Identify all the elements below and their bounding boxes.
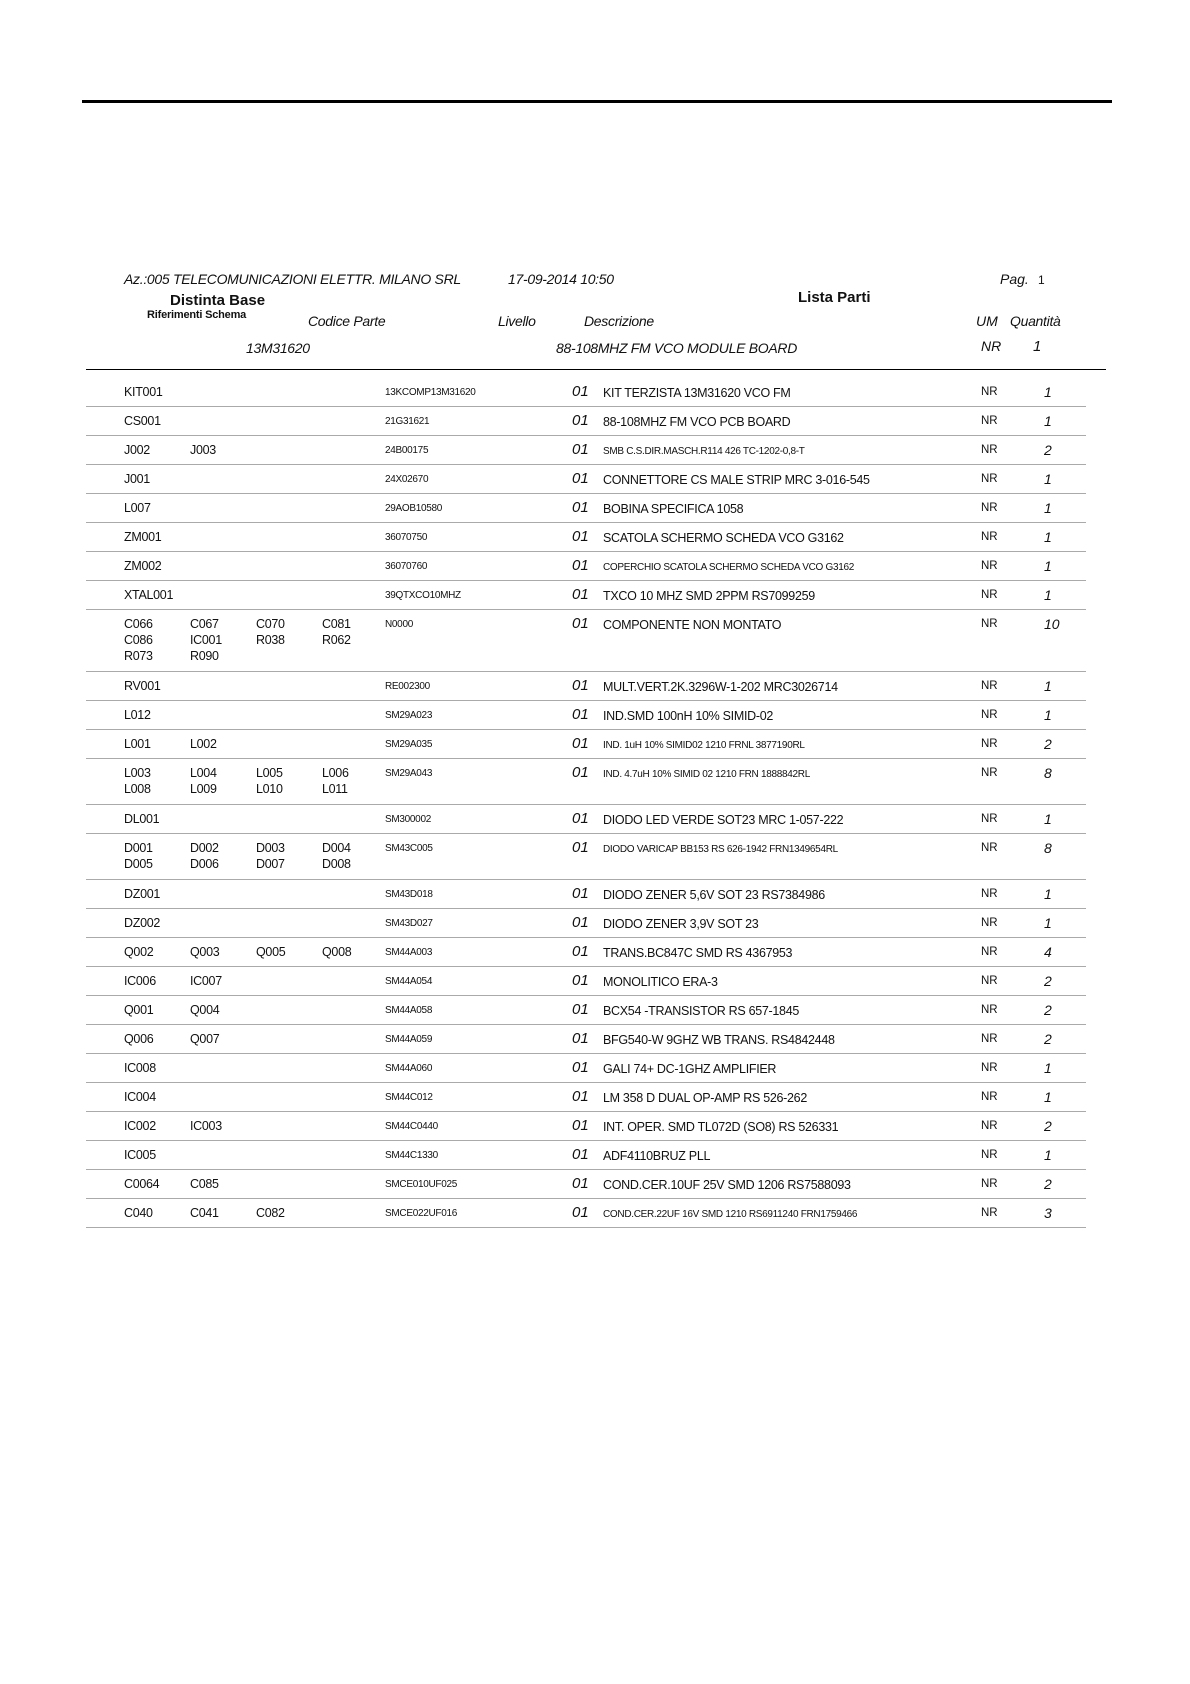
schema-ref: C041 — [190, 1206, 219, 1220]
schema-references — [124, 766, 389, 797]
schema-ref: C081 — [322, 617, 351, 631]
quantity: 2 — [1044, 736, 1052, 752]
table-row — [86, 407, 1086, 436]
description: TRANS.BC847C SMD RS 4367953 — [603, 946, 793, 960]
part-code: SM43D018 — [385, 889, 433, 900]
level: 01 — [572, 839, 589, 856]
schema-references — [124, 974, 389, 989]
table-row — [86, 465, 1086, 494]
quantity: 1 — [1044, 915, 1052, 931]
schema-references — [124, 1032, 389, 1047]
page-label: Pag. — [1000, 271, 1029, 287]
part-code: SM43C005 — [385, 843, 433, 854]
description: DIODO ZENER 3,9V SOT 23 — [603, 917, 759, 931]
description: SCATOLA SCHERMO SCHEDA VCO G3162 — [603, 531, 844, 545]
schema-ref: Q006 — [124, 1032, 154, 1046]
schema-references — [124, 588, 389, 603]
schema-references — [124, 737, 389, 752]
level: 01 — [572, 1030, 589, 1047]
level: 01 — [572, 412, 589, 429]
schema-ref: C082 — [256, 1206, 285, 1220]
schema-ref: IC002 — [124, 1119, 156, 1133]
schema-ref: D007 — [256, 857, 285, 871]
level: 01 — [572, 1001, 589, 1018]
schema-ref: L009 — [190, 782, 217, 796]
part-code: SM300002 — [385, 814, 431, 825]
schema-references — [124, 812, 389, 827]
description: CONNETTORE CS MALE STRIP MRC 3-016-545 — [603, 473, 870, 487]
schema-references — [124, 1206, 389, 1221]
schema-ref: L007 — [124, 501, 151, 515]
unit-of-measure: NR — [981, 1004, 998, 1016]
schema-ref: J003 — [190, 443, 216, 457]
level: 01 — [572, 557, 589, 574]
description: COPERCHIO SCATOLA SCHERMO SCHEDA VCO G3162 — [603, 562, 854, 573]
level: 01 — [572, 1117, 589, 1134]
table-row — [86, 701, 1086, 730]
unit-of-measure: NR — [981, 813, 998, 825]
schema-references — [124, 916, 389, 931]
schema-ref: DL001 — [124, 812, 160, 826]
part-code: SM44A054 — [385, 976, 433, 987]
schema-references — [124, 945, 389, 960]
schema-ref: C085 — [190, 1177, 219, 1191]
part-code: SM29A023 — [385, 710, 433, 721]
quantity: 1 — [1044, 678, 1052, 694]
board-qty: 1 — [1033, 338, 1042, 355]
schema-references — [124, 1090, 389, 1105]
top-rule — [82, 100, 1112, 103]
part-code: SMCE022UF016 — [385, 1208, 457, 1219]
schema-ref: D006 — [190, 857, 219, 871]
description: KIT TERZISTA 13M31620 VCO FM — [603, 386, 791, 400]
level: 01 — [572, 677, 589, 694]
schema-ref: L010 — [256, 782, 283, 796]
table-row — [86, 996, 1086, 1025]
unit-of-measure: NR — [981, 917, 998, 929]
table-row — [86, 1025, 1086, 1054]
part-code: SM44C0440 — [385, 1121, 438, 1132]
description: IND. 1uH 10% SIMID02 1210 FRNL 3877190RL — [603, 740, 805, 751]
table-row — [86, 523, 1086, 552]
description: IND. 4.7uH 10% SIMID 02 1210 FRN 1888842RL — [603, 769, 810, 780]
schema-ref: L011 — [322, 782, 348, 796]
quantity: 8 — [1044, 840, 1052, 856]
schema-ref: IC005 — [124, 1148, 156, 1162]
schema-ref: C086 — [124, 633, 153, 647]
schema-ref: IC007 — [190, 974, 222, 988]
table-row — [86, 1054, 1086, 1083]
unit-of-measure: NR — [981, 502, 998, 514]
unit-of-measure: NR — [981, 1062, 998, 1074]
schema-references — [124, 530, 389, 545]
part-code: 21G31621 — [385, 416, 430, 427]
description: 88-108MHZ FM VCO PCB BOARD — [603, 415, 791, 429]
board-description: 88-108MHZ FM VCO MODULE BOARD — [556, 340, 798, 356]
unit-of-measure: NR — [981, 709, 998, 721]
table-row — [86, 938, 1086, 967]
schema-ref: RV001 — [124, 679, 161, 693]
description: LM 358 D DUAL OP-AMP RS 526-262 — [603, 1091, 807, 1105]
unit-of-measure: NR — [981, 1120, 998, 1132]
schema-ref: D001 — [124, 841, 153, 855]
description: BFG540-W 9GHZ WB TRANS. RS4842448 — [603, 1033, 835, 1047]
description: COND.CER.10UF 25V SMD 1206 RS7588093 — [603, 1178, 851, 1192]
part-code: RE002300 — [385, 681, 430, 692]
unit-of-measure: NR — [981, 560, 998, 572]
col-desc-header: Descrizione — [584, 313, 654, 329]
table-row — [86, 759, 1086, 805]
schema-ref: D005 — [124, 857, 153, 871]
quantity: 1 — [1044, 500, 1052, 516]
quantity: 2 — [1044, 442, 1052, 458]
level: 01 — [572, 810, 589, 827]
schema-references — [124, 1061, 389, 1076]
table-row — [86, 909, 1086, 938]
quantity: 3 — [1044, 1205, 1052, 1221]
schema-ref: ZM002 — [124, 559, 162, 573]
schema-ref: Q003 — [190, 945, 220, 959]
part-code: 36070750 — [385, 532, 428, 543]
part-code: SM29A043 — [385, 768, 433, 779]
description: ADF4110BRUZ PLL — [603, 1149, 711, 1163]
schema-ref: Q001 — [124, 1003, 154, 1017]
quantity: 4 — [1044, 944, 1052, 960]
part-code: 24X02670 — [385, 474, 429, 485]
quantity: 2 — [1044, 1031, 1052, 1047]
quantity: 1 — [1044, 1147, 1052, 1163]
part-code: 36070760 — [385, 561, 428, 572]
schema-ref: L002 — [190, 737, 217, 751]
quantity: 2 — [1044, 1176, 1052, 1192]
description: COND.CER.22UF 16V SMD 1210 RS6911240 FRN1759466 — [603, 1209, 858, 1220]
table-row — [86, 581, 1086, 610]
table-row — [86, 672, 1086, 701]
table-row — [86, 436, 1086, 465]
part-code: SM43D027 — [385, 918, 433, 929]
description: BOBINA SPECIFICA 1058 — [603, 502, 744, 516]
schema-ref: J001 — [124, 472, 150, 486]
level: 01 — [572, 764, 589, 781]
unit-of-measure: NR — [981, 946, 998, 958]
description: IND.SMD 100nH 10% SIMID-02 — [603, 709, 774, 723]
unit-of-measure: NR — [981, 589, 998, 601]
part-code: 29AOB10580 — [385, 503, 443, 514]
schema-ref: D003 — [256, 841, 285, 855]
level: 01 — [572, 1175, 589, 1192]
col-um-header: UM — [976, 313, 998, 329]
table-row — [86, 1199, 1086, 1228]
unit-of-measure: NR — [981, 842, 998, 854]
doc-type: Distinta Base — [170, 292, 266, 309]
level: 01 — [572, 885, 589, 902]
list-title: Lista Parti — [798, 289, 871, 306]
description: INT. OPER. SMD TL072D (SO8) RS 526331 — [603, 1120, 839, 1134]
schema-references — [124, 841, 389, 872]
description: MULT.VERT.2K.3296W-1-202 MRC3026714 — [603, 680, 838, 694]
quantity: 10 — [1044, 616, 1060, 632]
schema-ref: IC004 — [124, 1090, 156, 1104]
schema-references — [124, 1119, 389, 1134]
level: 01 — [572, 615, 589, 632]
quantity: 1 — [1044, 1060, 1052, 1076]
unit-of-measure: NR — [981, 415, 998, 427]
unit-of-measure: NR — [981, 473, 998, 485]
part-code: SM44A003 — [385, 947, 433, 958]
quantity: 8 — [1044, 765, 1052, 781]
level: 01 — [572, 972, 589, 989]
unit-of-measure: NR — [981, 386, 998, 398]
part-code: SM29A035 — [385, 739, 433, 750]
quantity: 2 — [1044, 973, 1052, 989]
schema-ref: C040 — [124, 1206, 153, 1220]
table-row — [86, 610, 1086, 672]
schema-references — [124, 559, 389, 574]
quantity: 1 — [1044, 529, 1052, 545]
board-um: NR — [981, 338, 1002, 354]
schema-references — [124, 443, 389, 458]
table-row — [86, 494, 1086, 523]
table-row — [86, 1112, 1086, 1141]
schema-ref: D002 — [190, 841, 219, 855]
schema-ref: XTAL001 — [124, 588, 174, 602]
schema-ref: R062 — [322, 633, 351, 647]
level: 01 — [572, 470, 589, 487]
col-refs-header: Riferimenti Schema — [147, 309, 247, 321]
col-level-header: Livello — [498, 313, 536, 329]
header-rule — [86, 369, 1106, 370]
schema-ref: D004 — [322, 841, 351, 855]
unit-of-measure: NR — [981, 618, 998, 630]
schema-ref: L012 — [124, 708, 151, 722]
schema-ref: C067 — [190, 617, 219, 631]
schema-ref: DZ002 — [124, 916, 161, 930]
table-row — [86, 1170, 1086, 1199]
level: 01 — [572, 1204, 589, 1221]
part-code: SM44A058 — [385, 1005, 433, 1016]
level: 01 — [572, 1088, 589, 1105]
schema-ref: Q007 — [190, 1032, 220, 1046]
col-code-header: Codice Parte — [308, 313, 386, 329]
unit-of-measure: NR — [981, 1091, 998, 1103]
table-row — [86, 967, 1086, 996]
unit-of-measure: NR — [981, 1207, 998, 1219]
description: DIODO LED VERDE SOT23 MRC 1-057-222 — [603, 813, 844, 827]
level: 01 — [572, 499, 589, 516]
schema-references — [124, 708, 389, 723]
table-row — [86, 805, 1086, 834]
level: 01 — [572, 1146, 589, 1163]
schema-references — [124, 617, 389, 664]
level: 01 — [572, 735, 589, 752]
quantity: 1 — [1044, 1089, 1052, 1105]
schema-references — [124, 679, 389, 694]
unit-of-measure: NR — [981, 1033, 998, 1045]
schema-ref: L008 — [124, 782, 151, 796]
schema-ref: L004 — [190, 766, 217, 780]
quantity: 1 — [1044, 811, 1052, 827]
schema-ref: C066 — [124, 617, 153, 631]
unit-of-measure: NR — [981, 975, 998, 987]
report-datetime: 17-09-2014 10:50 — [508, 271, 614, 287]
schema-ref: D008 — [322, 857, 351, 871]
schema-ref: J002 — [124, 443, 150, 457]
level: 01 — [572, 441, 589, 458]
level: 01 — [572, 943, 589, 960]
unit-of-measure: NR — [981, 738, 998, 750]
level: 01 — [572, 1059, 589, 1076]
part-code: 13KCOMP13M31620 — [385, 387, 476, 398]
schema-ref: Q008 — [322, 945, 352, 959]
quantity: 1 — [1044, 886, 1052, 902]
schema-ref: IC003 — [190, 1119, 222, 1133]
quantity: 1 — [1044, 471, 1052, 487]
schema-ref: IC006 — [124, 974, 156, 988]
description: DIODO ZENER 5,6V SOT 23 RS7384986 — [603, 888, 825, 902]
unit-of-measure: NR — [981, 888, 998, 900]
table-row — [86, 1083, 1086, 1112]
schema-references — [124, 472, 389, 487]
schema-ref: ZM001 — [124, 530, 162, 544]
table-row — [86, 730, 1086, 759]
quantity: 1 — [1044, 707, 1052, 723]
part-code: 24B00175 — [385, 445, 429, 456]
schema-ref: Q005 — [256, 945, 286, 959]
schema-references — [124, 501, 389, 516]
schema-references — [124, 385, 389, 400]
schema-ref: Q004 — [190, 1003, 220, 1017]
schema-ref: L006 — [322, 766, 349, 780]
table-row — [86, 378, 1086, 407]
quantity: 2 — [1044, 1002, 1052, 1018]
table-row — [86, 1141, 1086, 1170]
part-code: N0000 — [385, 619, 413, 630]
quantity: 1 — [1044, 384, 1052, 400]
board-code: 13M31620 — [246, 340, 310, 356]
schema-ref: Q002 — [124, 945, 154, 959]
quantity: 1 — [1044, 587, 1052, 603]
part-code: SM44C1330 — [385, 1150, 438, 1161]
description: TXCO 10 MHZ SMD 2PPM RS7099259 — [603, 589, 815, 603]
description: BCX54 -TRANSISTOR RS 657-1845 — [603, 1004, 800, 1018]
schema-ref: KIT001 — [124, 385, 163, 399]
level: 01 — [572, 528, 589, 545]
schema-ref: C0064 — [124, 1177, 160, 1191]
table-row — [86, 880, 1086, 909]
schema-ref: C070 — [256, 617, 285, 631]
schema-ref: CS001 — [124, 414, 161, 428]
schema-references — [124, 1148, 389, 1163]
schema-ref: IC008 — [124, 1061, 156, 1075]
level: 01 — [572, 586, 589, 603]
schema-ref: L003 — [124, 766, 151, 780]
col-qty-header: Quantità — [1010, 313, 1061, 329]
quantity: 2 — [1044, 1118, 1052, 1134]
unit-of-measure: NR — [981, 1178, 998, 1190]
schema-references — [124, 1003, 389, 1018]
unit-of-measure: NR — [981, 680, 998, 692]
part-code: SMCE010UF025 — [385, 1179, 457, 1190]
schema-ref: IC001 — [190, 633, 222, 647]
schema-references — [124, 414, 389, 429]
schema-references — [124, 1177, 389, 1192]
table-row — [86, 552, 1086, 581]
description: DIODO VARICAP BB153 RS 626-1942 FRN1349654RL — [603, 844, 838, 855]
unit-of-measure: NR — [981, 1149, 998, 1161]
schema-ref: R038 — [256, 633, 285, 647]
description: SMB C.S.DIR.MASCH.R114 426 TC-1202-0,8-T — [603, 446, 805, 457]
unit-of-measure: NR — [981, 767, 998, 779]
part-code: SM44A059 — [385, 1034, 433, 1045]
description: COMPONENTE NON MONTATO — [603, 618, 782, 632]
table-row — [86, 834, 1086, 880]
quantity: 1 — [1044, 413, 1052, 429]
level: 01 — [572, 383, 589, 400]
level: 01 — [572, 914, 589, 931]
schema-ref: L001 — [124, 737, 151, 751]
parts-table — [86, 378, 1086, 1228]
schema-ref: R090 — [190, 649, 219, 663]
unit-of-measure: NR — [981, 444, 998, 456]
level: 01 — [572, 706, 589, 723]
quantity: 1 — [1044, 558, 1052, 574]
schema-ref: L005 — [256, 766, 283, 780]
page-number: 1 — [1038, 273, 1045, 287]
part-code: SM44A060 — [385, 1063, 433, 1074]
description: GALI 74+ DC-1GHZ AMPLIFIER — [603, 1062, 777, 1076]
description: MONOLITICO ERA-3 — [603, 975, 718, 989]
part-code: 39QTXCO10MHZ — [385, 590, 461, 601]
company-name: Az.:005 TELECOMUNICAZIONI ELETTR. MILANO SRL — [124, 271, 461, 287]
schema-ref: DZ001 — [124, 887, 161, 901]
unit-of-measure: NR — [981, 531, 998, 543]
part-code: SM44C012 — [385, 1092, 433, 1103]
schema-ref: R073 — [124, 649, 153, 663]
schema-references — [124, 887, 389, 902]
